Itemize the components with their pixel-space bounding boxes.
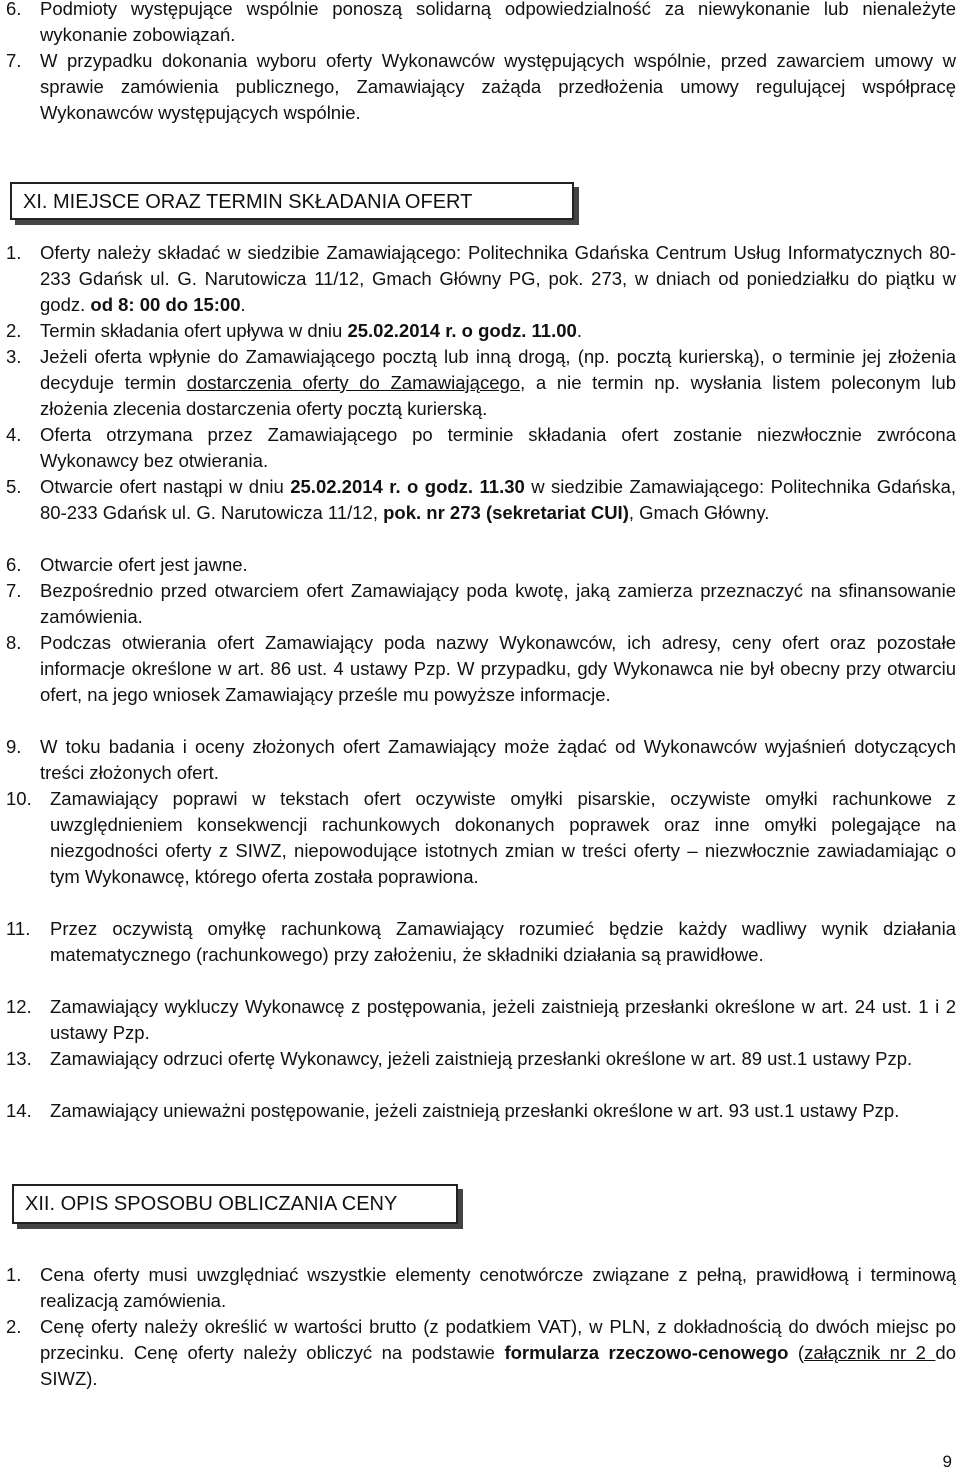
item-number: 3. bbox=[6, 346, 22, 367]
item-number: 10. bbox=[6, 788, 32, 809]
section-title: XII. OPIS SPOSOBU OBLICZANIA CENY bbox=[25, 1193, 398, 1215]
list-item-12 bbox=[6, 994, 956, 1046]
item-text: Otwarcie ofert nastąpi w dniu 25.02.2014 r. o godz. 11.30 w siedzibie Zamawiającego: Politechnika Gdańska, 80-233 Gdańsk ul. G. Narutowicza 11/12, pok. nr 273 (sekretariat CUI), Gmach Główny. bbox=[40, 476, 957, 523]
item-number: 1. bbox=[6, 1264, 22, 1285]
item-text: Zamawiający odrzuci ofertę Wykonawcy, jeżeli zaistnieją przesłanki określone w art. 89 ust.1 ustawy Pzp. bbox=[50, 1048, 913, 1069]
list-item-6 bbox=[6, 0, 956, 48]
item-text: Zamawiający unieważni postępowanie, jeżeli zaistnieją przesłanki określone w art. 93 ust.1 ustawy Pzp. bbox=[50, 1100, 900, 1121]
item-text: Zamawiający poprawi w tekstach ofert oczywiste omyłki pisarskie, oczywiste omyłki rachunkowe z uwzględnieniem konsekwencji rachunkowych dokonanych poprawek oraz inne omyłki polegające na niezgodności oferty z SIWZ, niepowodujące istotnych zmian w treści oferty – niezwłocznie zawiadamiając o tym Wykonawcę, którego oferta została poprawiona. bbox=[50, 788, 956, 887]
section-header-xi bbox=[10, 182, 574, 220]
list-item-7 bbox=[6, 578, 956, 630]
list-item-4 bbox=[6, 422, 956, 474]
item-text: Cena oferty musi uwzględniać wszystkie elementy cenotwórcze związane z pełną, prawidłową i terminową realizacją zamówienia. bbox=[40, 1264, 956, 1311]
item-number: 12. bbox=[6, 996, 32, 1017]
list-item-8 bbox=[6, 630, 956, 708]
item-text: Przez oczywistą omyłkę rachunkową Zamawiający rozumieć będzie każdy wadliwy wynik działania matematycznego (rachunkowego) przy założeniu, że składniki działania są prawidłowe. bbox=[50, 918, 956, 965]
item-number: 2. bbox=[6, 320, 22, 341]
item-number: 6. bbox=[6, 0, 22, 19]
list-item-1 bbox=[6, 1262, 956, 1314]
item-number: 6. bbox=[6, 554, 22, 575]
item-number: 1. bbox=[6, 242, 22, 263]
item-number: 13. bbox=[6, 1048, 32, 1069]
item-text: Oferta otrzymana przez Zamawiającego po terminie składania ofert zostanie niezwłocznie zwrócona Wykonawcy bez otwierania. bbox=[40, 424, 956, 471]
item-text: Termin składania ofert upływa w dniu 25.02.2014 r. o godz. 11.00. bbox=[40, 320, 582, 341]
item-number: 2. bbox=[6, 1316, 22, 1337]
item-text: Podczas otwierania ofert Zamawiający poda nazwy Wykonawców, ich adresy, ceny ofert oraz pozostałe informacje określone w art. 86 ust. 4 ustawy Pzp. W przypadku, gdy Wykonawca nie był obecny przy otwarciu ofert, na jego wniosek Zamawiający prześle mu powyższe informacje. bbox=[40, 632, 956, 705]
list-item-14 bbox=[6, 1098, 956, 1124]
list-item-2 bbox=[6, 318, 956, 344]
item-number: 4. bbox=[6, 424, 22, 445]
item-text: Zamawiający wykluczy Wykonawcę z postępowania, jeżeli zaistnieją przesłanki określone w art. 24 ust. 1 i 2 ustawy Pzp. bbox=[50, 996, 956, 1043]
list-item-9 bbox=[6, 734, 956, 786]
page-number: 9 bbox=[942, 1452, 952, 1471]
section-title: XI. MIEJSCE ORAZ TERMIN SKŁADANIA OFERT bbox=[23, 191, 473, 213]
list-item-6 bbox=[6, 552, 956, 578]
list-item-11 bbox=[6, 916, 956, 968]
item-text: W przypadku dokonania wyboru oferty Wykonawców występujących wspólnie, przed zawarciem umowy w sprawie zamówienia publicznego, Zamawiający zażąda przedłożenia umowy regulującej współpracę Wykonawców występujących wspólnie. bbox=[40, 50, 956, 123]
item-number: 9. bbox=[6, 736, 22, 757]
section-header-xii bbox=[12, 1184, 458, 1224]
item-number: 8. bbox=[6, 632, 22, 653]
item-text: W toku badania i oceny złożonych ofert Zamawiający może żądać od Wykonawców wyjaśnień dotyczących treści złożonych ofert. bbox=[40, 736, 956, 783]
item-number: 7. bbox=[6, 580, 22, 601]
item-text: Otwarcie ofert jest jawne. bbox=[40, 554, 248, 575]
item-number: 11. bbox=[6, 918, 31, 939]
list-item-7 bbox=[6, 48, 956, 126]
item-number: 5. bbox=[6, 476, 22, 497]
item-number: 7. bbox=[6, 50, 22, 71]
list-item-10 bbox=[6, 786, 956, 890]
list-item-2 bbox=[6, 1314, 956, 1392]
list-item-13 bbox=[6, 1046, 956, 1072]
list-item-1 bbox=[6, 240, 956, 318]
item-number: 14. bbox=[6, 1100, 32, 1121]
item-text: Bezpośrednio przed otwarciem ofert Zamawiający poda kwotę, jaką zamierza przeznaczyć na sfinansowanie zamówienia. bbox=[40, 580, 956, 627]
item-text: Oferty należy składać w siedzibie Zamawiającego: Politechnika Gdańska Centrum Usług Informatycznych 80-233 Gdańsk ul. G. Narutowicza 11/12, Gmach Główny PG, pok. 273, w dniach od poniedziałku do piątku w godz. od 8: 00 do 15:00. bbox=[40, 242, 956, 315]
list-item-5 bbox=[6, 474, 956, 526]
list-item-3 bbox=[6, 344, 956, 422]
item-text: Jeżeli oferta wpłynie do Zamawiającego pocztą lub inną drogą, (np. pocztą kurierską), o terminie jej złożenia decyduje termin dostarczenia oferty do Zamawiającego, a nie termin np. wysłania listem poleconym lub złożenia zlecenia dostarczenia oferty pocztą kurierską. bbox=[40, 346, 957, 419]
item-text: Cenę oferty należy określić w wartości brutto (z podatkiem VAT), w PLN, z dokładnością do dwóch miejsc po przecinku. Cenę oferty należy obliczyć na podstawie formularza rzeczowo-cenowego (załącznik nr 2 do SIWZ). bbox=[40, 1316, 956, 1389]
item-text: Podmioty występujące wspólnie ponoszą solidarną odpowiedzialność za niewykonanie lub nienależyte wykonanie zobowiązań. bbox=[40, 0, 956, 45]
